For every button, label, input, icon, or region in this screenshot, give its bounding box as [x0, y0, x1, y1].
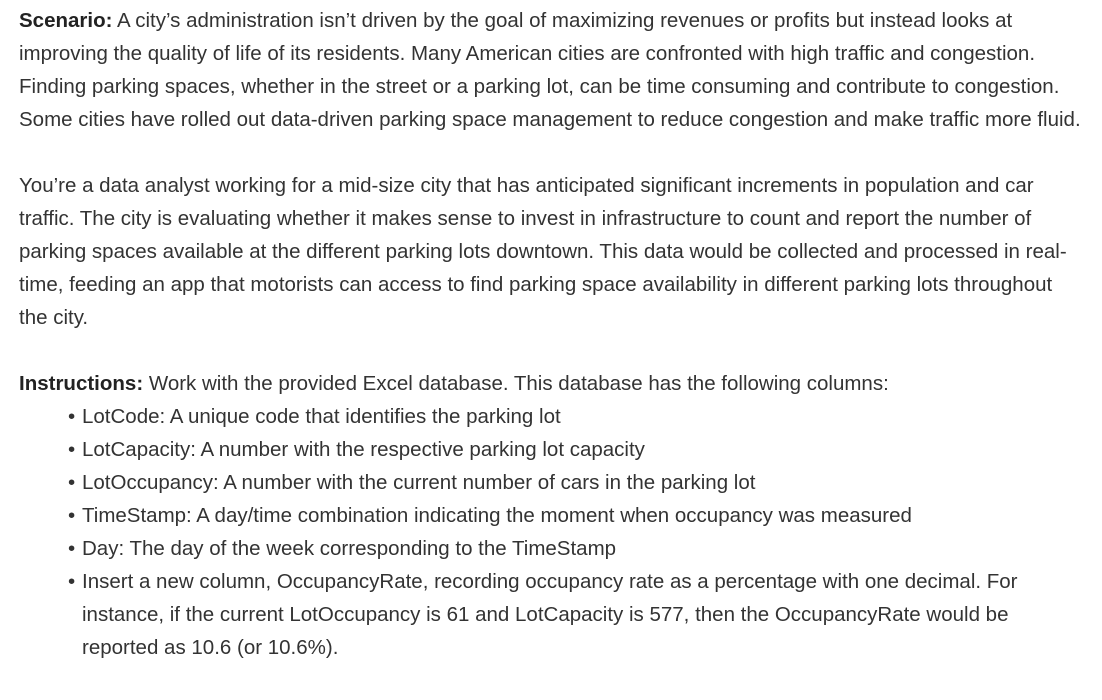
- instructions-text: Work with the provided Excel database. This database has the following columns:: [143, 372, 889, 395]
- context-paragraph: You’re a data analyst working for a mid-size city that has anticipated significant increments in population and car traffic. The city is evaluating whether it makes sense to invest in infrastructure to count and report the number of parking spaces available at the different parking lots downtown. This data would be collected and processed in real-time, feeding an app that motorists can access to find parking space availability in different parking lots throughout the city.: [19, 174, 1067, 329]
- bullet-icon: •: [68, 537, 76, 560]
- scenario-label: Scenario:: [19, 9, 113, 32]
- list-item-text: TimeStamp: A day/time combination indicating the moment when occupancy was measured: [82, 504, 912, 527]
- list-item-text: LotCapacity: A number with the respective parking lot capacity: [82, 438, 645, 461]
- list-item-text: LotCode: A unique code that identifies the parking lot: [82, 405, 561, 428]
- bullet-icon: •: [68, 405, 76, 428]
- instructions-label: Instructions:: [19, 372, 144, 395]
- bullet-icon: •: [68, 471, 76, 494]
- list-item-occupancyrate: [68, 565, 1084, 664]
- list-item-lotcode: [68, 400, 1084, 433]
- instructions-paragraph: [19, 367, 1084, 400]
- list-item-text: Insert a new column, OccupancyRate, recording occupancy rate as a percentage with one decimal. For instance, if the current LotOccupancy is 61 and LotCapacity is 577, then the OccupancyRate would be reported as 10.6 (or 10.6%).: [82, 570, 1018, 659]
- scenario-text: A city’s administration isn’t driven by the goal of maximizing revenues or profits but instead looks at improving the quality of life of its residents. Many American cities are confronted with high traffic and congestion. Finding parking spaces, whether in the street or a parking lot, can be time consuming and contribute to congestion. Some cities have rolled out data-driven parking space management to reduce congestion and make traffic more fluid.: [19, 9, 1081, 131]
- column-list: [19, 400, 1084, 664]
- bullet-icon: •: [68, 438, 76, 461]
- list-item-lotcapacity: [68, 433, 1084, 466]
- list-item-text: Day: The day of the week corresponding to the TimeStamp: [82, 537, 617, 560]
- list-item-text: LotOccupancy: A number with the current number of cars in the parking lot: [82, 471, 756, 494]
- bullet-icon: •: [68, 570, 76, 593]
- list-item-timestamp: [68, 499, 1084, 532]
- list-item-day: [68, 532, 1084, 565]
- bullet-icon: •: [68, 504, 76, 527]
- list-item-lotoccupancy: [68, 466, 1084, 499]
- scenario-paragraph: [19, 4, 1084, 136]
